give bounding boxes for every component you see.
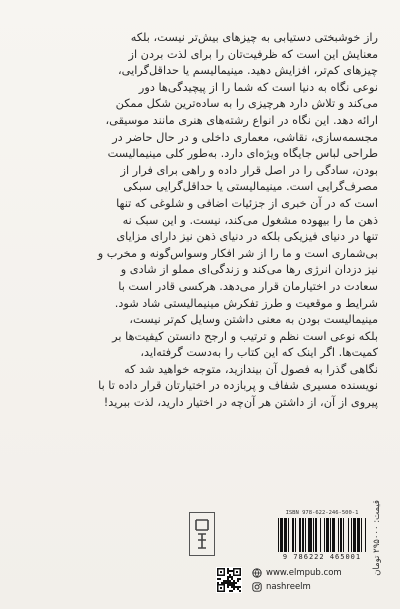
blurb-line: کمیت‌ها. اگر اینک که این کتاب را به‌دست گرفته‌اید، <box>140 346 378 360</box>
blurb-line: معنایش این است که ظرفیت‌تان را برای لذت بردن از <box>128 47 378 61</box>
globe-icon <box>252 568 262 578</box>
isbn-text: ISBN 978-622-246-500-1 <box>285 510 359 516</box>
instagram-row <box>252 580 382 594</box>
price-label: قیمت: ۲۹۵۰۰۰ تومان <box>372 500 382 576</box>
blurb-line: شرایط و موقعیت و طرز تفکرش مینیمالیستی شاد شود. <box>114 296 378 310</box>
blurb-line: طراحی لباس جایگاه ویژه‌ای دارد. به‌طور کلی مینیمالیست <box>107 147 378 161</box>
blurb-line: بودن، سادگی را در اصل قرار داده و راهی برای فرار از <box>120 163 378 177</box>
blurb-line: نگاهی گذرا به فصول آن بیندازید، متوجه خواهید شد که <box>124 362 378 376</box>
blurb-line: مینیمالیست بودن به معنی داشتن وسایل کم‌تر نیست، <box>129 313 378 327</box>
instagram-handle[interactable]: nashreelm <box>266 582 311 592</box>
barcode-bars <box>278 518 366 552</box>
blurb-line: می‌کند و تلاش دارد هرچیزی را به ساده‌ترین شکل ممکن <box>115 97 378 111</box>
blurb-line: راز خوشبختی دستیابی به چیزهای بیش‌تر نیست، بلکه <box>130 31 378 44</box>
blurb-line: بلکه نوعی است نظم و ترتیب و ارجح دانستن کیفیت‌ها بر <box>112 329 378 343</box>
blurb-line: نویسنده مسیری شفاف و پربازده در اختیارتان قرار داده تا با <box>98 379 378 393</box>
qr-code-icon <box>216 567 242 593</box>
blurb-text <box>22 30 378 412</box>
blurb-line: ذهن ما را بیهوده مشغول می‌کند، نیست. و این سبک نه <box>122 213 378 227</box>
website-link[interactable]: www.elmpub.com <box>266 568 342 578</box>
website-row <box>252 566 382 580</box>
blurb-line: نیز دزدان انرژی رها می‌کند و زندگی‌ای مملو از شادی و <box>120 263 378 277</box>
blurb-line: سعادت در اختیارمان قرار می‌دهد. هرکسی قادر است با <box>118 279 378 293</box>
blurb-line: است که در آن خبری از جزئیات اضافی و شلوغی که تنها <box>116 196 378 210</box>
blurb-line: بی‌شماری است و ما را از شر افکار وسواس‌گونه و مخرب و <box>97 246 378 260</box>
barcode-number: 9 786222 465001 <box>282 553 362 561</box>
blurb-line: مصرف‌گرایی است. مینیمالیستی یا حداقل‌گرایی سبکی <box>123 180 378 194</box>
isbn-barcode <box>278 510 366 562</box>
publisher-logo-icon <box>189 512 215 556</box>
blurb-line: چیزهای کم‌تر، افزایش دهید. مینیمالیسم یا حداقل‌گرایی، <box>118 64 378 78</box>
blurb-line: نوعی نگاه به دنیا است که شما را از پیچیدگی‌ها دور <box>138 80 378 94</box>
publisher-contacts <box>252 566 382 594</box>
blurb-line: مجسمه‌سازی، نقاشی، معماری داخلی و در حال حاضر در <box>112 130 378 144</box>
blurb-line: ارائه دهد. این نگاه در انواع رشته‌های هنری مانند موسیقی، <box>105 113 378 127</box>
blurb-line: پیروی از آن، از داشتن هر آن‌چه در اختیار دارید، لذت ببرید! <box>103 396 378 410</box>
blurb-line: تنها در دنیای فیزیکی بلکه در دنیای ذهن نیز دارای مزایای <box>116 230 378 244</box>
instagram-icon <box>252 582 262 592</box>
